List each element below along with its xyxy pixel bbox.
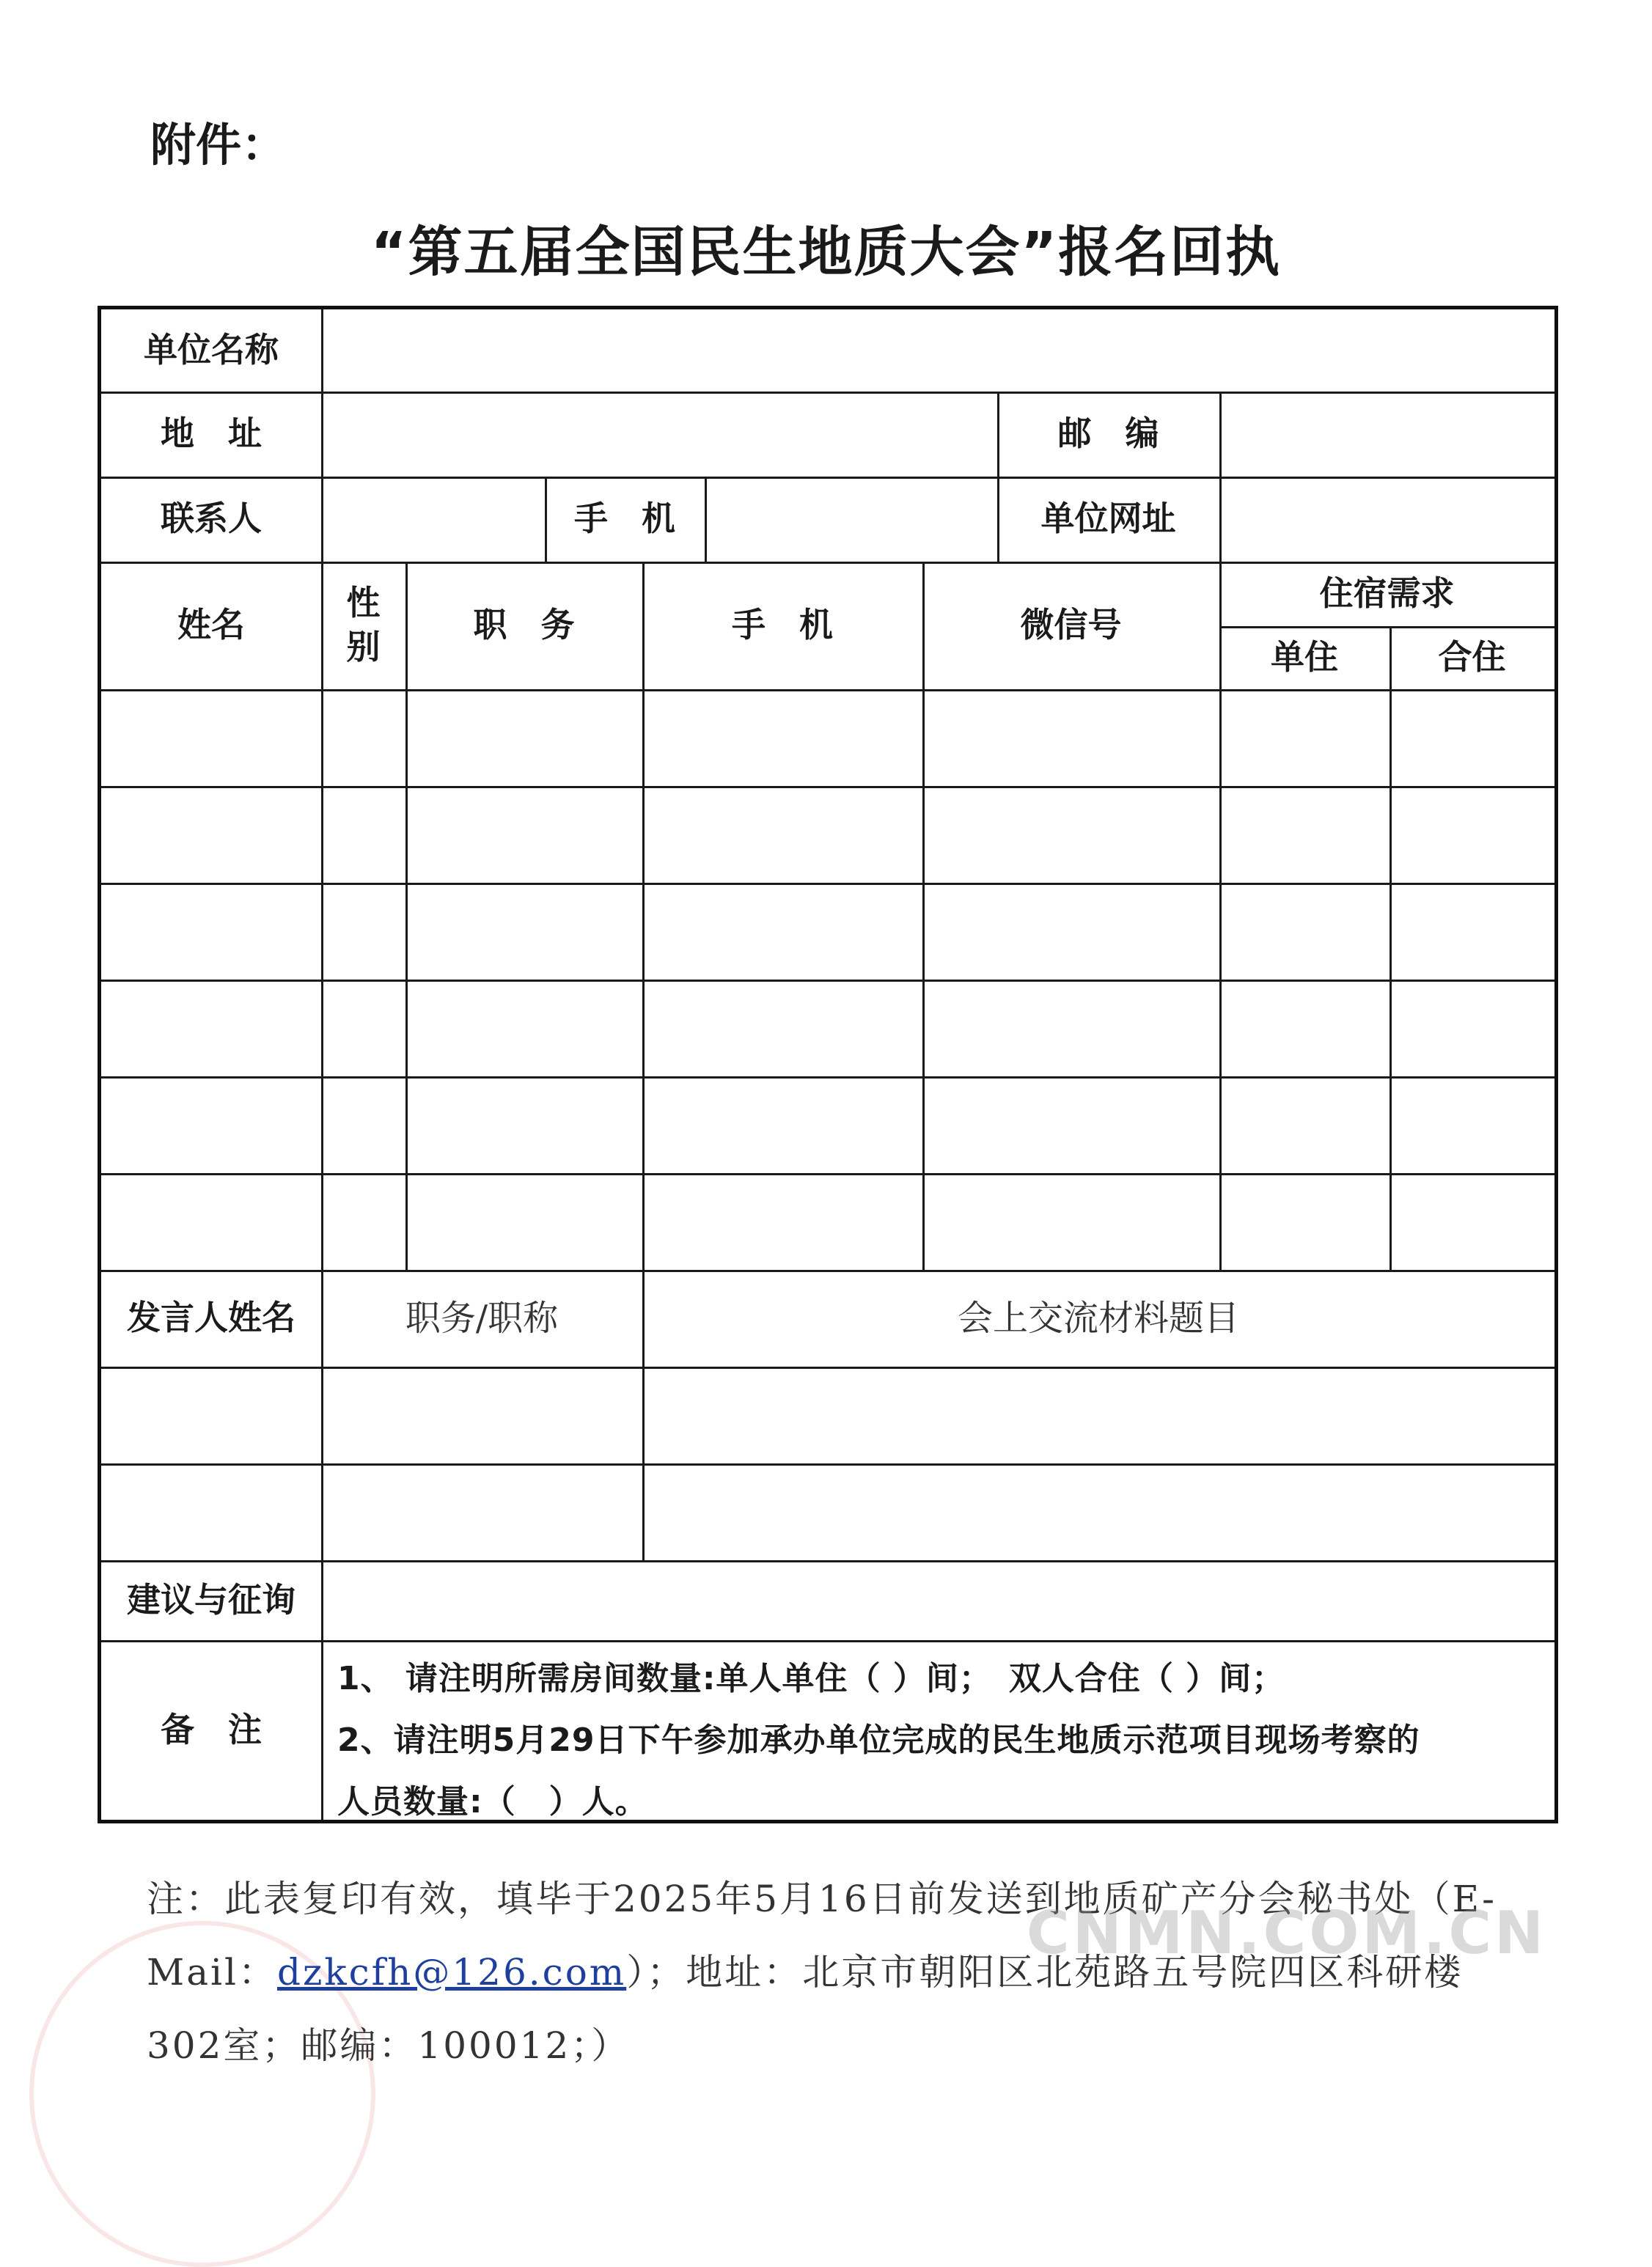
remarks-line-3: 人员数量:（ ）人。 (337, 1783, 648, 1820)
remarks-label: 备 注 (161, 1709, 262, 1749)
wechat-header: 微信号 (1020, 605, 1122, 645)
remarks-line-2: 2、请注明5月29日下午参加承办单位完成的民生地质示范项目现场考察的 (337, 1722, 1420, 1759)
page-title: “第五届全国民生地质大会”报名回执 (370, 221, 1282, 284)
position-header: 职 务 (473, 605, 575, 645)
lodging-header: 住宿需求 (1319, 573, 1455, 614)
remarks-line-1: 1、 请注明所需房间数量:单人单住（ ）间； 双人合住（ ）间； (337, 1660, 1285, 1697)
speaker-name-header: 发言人姓名 (127, 1298, 295, 1338)
mobile-label: 手 机 (574, 499, 675, 539)
postcode-label: 邮 编 (1057, 414, 1159, 454)
speaker-title-header: 职务/职称 (405, 1297, 559, 1339)
unit-name-label: 单位名称 (144, 330, 279, 370)
gender-header-bottom: 别 (346, 627, 381, 666)
website-label: 单位网址 (1040, 499, 1176, 539)
registration-form (98, 306, 1558, 1823)
shared-room-header: 合住 (1438, 637, 1506, 677)
single-room-header: 单住 (1271, 637, 1338, 677)
contact-label: 联系人 (161, 499, 262, 539)
address-label: 地 址 (161, 414, 262, 454)
footer-note-text-2: ）；地址：北京市朝阳区北苑路五号院四区科研楼302室；邮编：100012；） (147, 1951, 1464, 2067)
gender-header (321, 562, 405, 689)
footer-note-text-1: 注：此表复印有效，填毕于2025年5月16日前发送到地质矿产分会秘书处（E-Mail： (147, 1878, 1497, 1994)
speaker-topic-header: 会上交流材料题目 (957, 1297, 1239, 1339)
email-link[interactable]: dzkcfh@126.com (277, 1951, 627, 1994)
footer-note (147, 1862, 1525, 2082)
phone-header: 手 机 (732, 605, 833, 645)
remarks-content (337, 1648, 1547, 1833)
suggestion-label: 建议与征询 (127, 1579, 295, 1620)
attachment-label: 附件： (150, 118, 287, 172)
gender-header-top: 性 (346, 583, 381, 623)
attendee-name-header: 姓名 (177, 605, 245, 645)
watermark: CNMN.COM.CN (1027, 1899, 1546, 1967)
